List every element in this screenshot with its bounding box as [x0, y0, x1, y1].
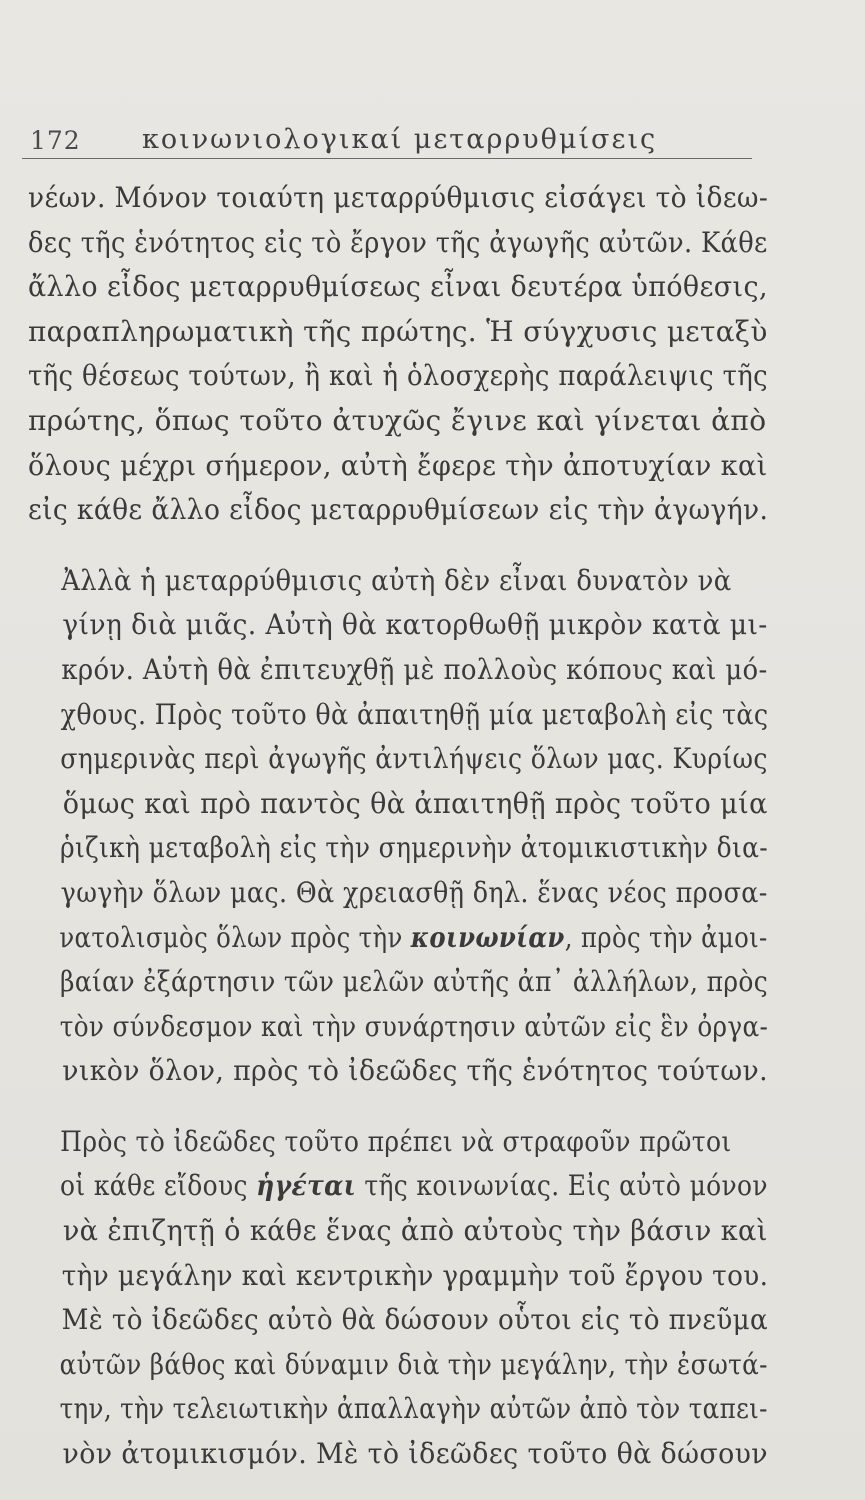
text-line: χθους. Πρὸς τοῦτο θὰ ἀπαιτηθῇ μία μεταβολὴ εἰς τὰς [60, 697, 769, 731]
text-line: δες τῆς ἑνότητος εἰς τὸ ἔργον τῆς ἀγωγῆς αὐτῶν. Κάθε [28, 225, 768, 259]
paragraph-2 [28, 559, 768, 1094]
text-line: παραπληρωματικὴ τῆς πρώτης. Ἡ σύγχυσις μεταξὺ [28, 314, 768, 348]
text-line: Ἀλλὰ ἡ μεταρρύθμισις αὐτὴ δὲν εἶναι δυνατὸν νὰ [61, 563, 732, 597]
text-line: νὸν ἀτομικισμόν. Μὲ τὸ ἰδεῶδες τοῦτο θὰ δώσουν [62, 1437, 769, 1471]
text-line: νέων. Μόνον τοιαύτη μεταρρύθμισις εἰσάγει τὸ ἰδεω- [28, 181, 769, 214]
text-line: ῥιζικὴ μεταβολὴ εἰς τὴν σημερινὴν ἀτομικιστικὴν δια- [60, 831, 769, 865]
body-text [28, 176, 768, 1477]
paragraph-1 [28, 176, 768, 533]
text-line: πρώτης, ὅπως τοῦτο ἀτυχῶς ἔγινε καὶ γίνεται ἀπὸ [28, 403, 767, 437]
text-line: Μὲ τὸ ἰδεῶδες αὐτὸ θὰ δώσουν οὗτοι εἰς τὸ πνεῦμα [61, 1303, 769, 1337]
text-line: νὰ ἐπιζητῇ ὁ κάθε ἕνας ἀπὸ αὐτοὺς τὴν βάσιν καὶ [62, 1214, 768, 1248]
running-head: κοινωνιολογικαί μεταρρυθμίσεις [142, 124, 658, 155]
page-number: 172 [30, 126, 81, 155]
emphasized-word: ἡγέται [256, 1169, 357, 1203]
text-line: κρόν. Αὐτὴ θὰ ἐπιτευχθῇ μὲ πολλοὺς κόπους καὶ μό- [61, 652, 768, 686]
text-line: γωγὴν ὅλων μας. Θὰ χρειασθῇ δηλ. ἕνας νέος προσα- [60, 875, 768, 909]
text-line: σημερινὰς περὶ ἀγωγῆς ἀντιλήψεις ὅλων μας. Κυρίως [60, 742, 768, 776]
text-line: εἰς κάθε ἄλλο εἶδος μεταρρυθμίσεων εἰς τὴν ἀγωγήν. [28, 493, 769, 527]
text-line-with-emphasis: νατολισμὸς ὅλων πρὸς τὴν κοινωνίαν, πρὸς τὴν ἀμοι- [59, 920, 768, 954]
page-header [22, 118, 752, 159]
emphasized-word: κοινωνίαν [410, 920, 565, 954]
text-line: νικὸν ὅλον, πρὸς τὸ ἰδεῶδες τῆς ἑνότητος τούτων. [62, 1054, 769, 1088]
text-line: γίνῃ διὰ μιᾶς. Αὐτὴ θὰ κατορθωθῇ μικρὸν κατὰ μι- [62, 608, 768, 642]
text-line: αὐτῶν βάθος καὶ δύναμιν διὰ τὴν μεγάλην, τὴν ἐσωτά- [59, 1347, 768, 1381]
text-line: τὸν σύνδεσμον καὶ τὴν συνάρτησιν αὐτῶν εἰς ἓν ὀργα- [59, 1009, 769, 1043]
text-line: ὅμως καὶ πρὸ παντὸς θὰ ἀπαιτηθῇ πρὸς τοῦτο μία [62, 786, 768, 820]
text-line: Πρὸς τὸ ἰδεῶδες τοῦτο πρέπει νὰ στραφοῦν πρῶτοι [60, 1124, 732, 1158]
text-line: τῆς θέσεως τούτων, ἢ καὶ ἡ ὁλοσχερὴς παράλειψις τῆς [28, 359, 769, 393]
text-line-with-emphasis: οἱ κάθε εἴδους ἡγέται τῆς κοινωνίας. Εἰς αὐτὸ μόνον [60, 1169, 768, 1203]
text-line: τὴν μεγάλην καὶ κεντρικὴν γραμμὴν τοῦ ἔργου του. [61, 1258, 769, 1292]
text-line: ἄλλο εἶδος μεταρρυθμίσεως εἶναι δευτέρα ὑπόθεσις, [28, 270, 768, 304]
text-line: ὅλους μέχρι σήμερον, αὐτὴ ἔφερε τὴν ἀποτυχίαν καὶ [28, 448, 768, 482]
text-line: βαίαν ἐξάρτησιν τῶν μελῶν αὐτῆς ἀπ᾽ ἀλλήλων, πρὸς [60, 965, 769, 999]
paragraph-3 [28, 1120, 768, 1477]
text-line: την, τὴν τελειωτικὴν ἀπαλλαγὴν αὐτῶν ἀπὸ τὸν ταπει- [59, 1392, 768, 1426]
